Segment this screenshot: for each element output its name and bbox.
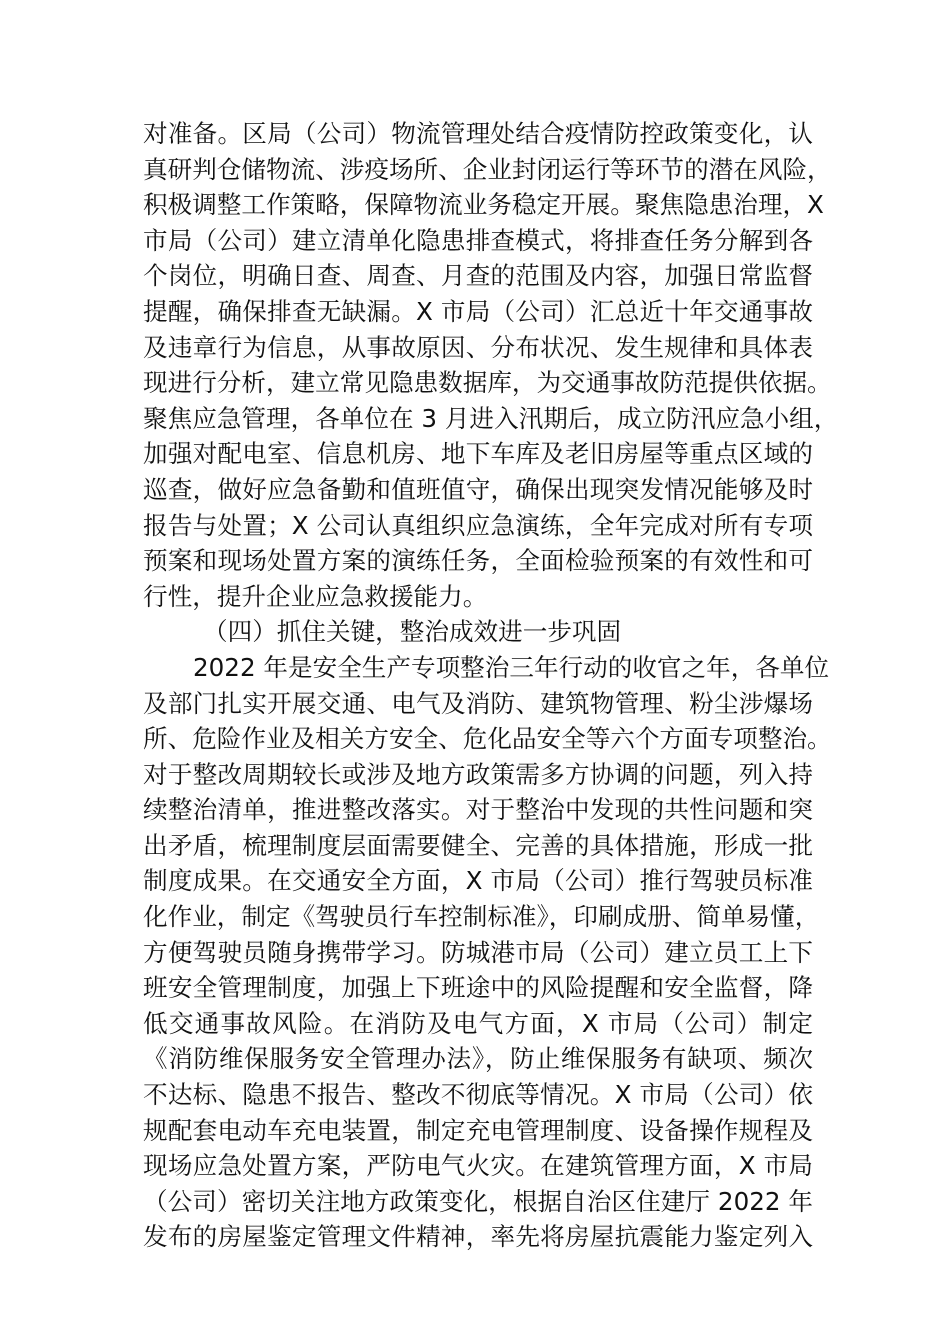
text-line: 巡查，做好应急备勤和值班值守，确保出现突发情况能够及时 <box>143 474 813 504</box>
text-line: 班安全管理制度，加强上下班途中的风险提醒和安全监督，降 <box>143 973 813 1003</box>
paragraph-continuation <box>143 116 839 614</box>
text-line: 所、危险作业及相关方安全、危化品安全等六个方面专项整治。 <box>143 724 832 754</box>
text-line: 对准备。区局（公司）物流管理处结合疫情防控政策变化，认 <box>143 119 813 148</box>
text-line: 《消防维保服务安全管理办法》，防止维保服务有缺项、频次 <box>143 1044 813 1074</box>
text-line: 现场应急处置方案，严防电气火灾。在建筑管理方面，X 市局 <box>143 1151 813 1181</box>
text-line: 市局（公司）建立清单化隐患排查模式，将排查任务分解到各 <box>143 225 813 255</box>
text-line: 及违章行为信息，从事故原因、分布状况、发生规律和具体表 <box>143 332 813 362</box>
text-line: 发布的房屋鉴定管理文件精神，率先将房屋抗震能力鉴定列入 <box>143 1222 813 1252</box>
paragraph-section-four <box>143 650 832 1255</box>
text-line: 个岗位，明确日查、周查、月查的范围及内容，加强日常监督 <box>143 261 813 291</box>
text-line: 方便驾驶员随身携带学习。防城港市局（公司）建立员工上下 <box>143 937 813 967</box>
text-line: 续整治清单，推进整改落实。对于整治中发现的共性问题和突 <box>143 795 813 825</box>
text-line: 真研判仓储物流、涉疫场所、企业封闭运行等环节的潜在风险， <box>143 154 832 184</box>
text-line: 对于整改周期较长或涉及地方政策需多方协调的问题，列入持 <box>143 759 813 789</box>
text-line: 低交通事故风险。在消防及电气方面，X 市局（公司）制定 <box>143 1008 813 1038</box>
text-line: 不达标、隐患不报告、整改不彻底等情况。X 市局（公司）依 <box>143 1080 813 1110</box>
text-line: （公司）密切关注地方政策变化，根据自治区住建厅 2022 年 <box>143 1186 813 1216</box>
text-line: 现进行分析，建立常见隐患数据库，为交通事故防范提供依据。 <box>143 368 832 398</box>
text-line: 化作业，制定《驾驶员行车控制标准》，印刷成册、简单易懂， <box>143 902 820 932</box>
text-line: 行性，提升企业应急救援能力。 <box>143 581 488 611</box>
text-line: 2022 年是安全生产专项整治三年行动的收官之年，各单位 <box>193 652 830 682</box>
text-line: 及部门扎实开展交通、电气及消防、建筑物管理、粉尘涉爆场 <box>143 688 813 718</box>
text-line: 规配套电动车充电装置，制定充电管理制度、设备操作规程及 <box>143 1115 813 1145</box>
text-line: 聚焦应急管理，各单位在 3 月进入汛期后，成立防汛应急小组， <box>143 403 839 433</box>
section-heading: （四）抓住关键，整治成效进一步巩固 <box>203 617 622 647</box>
text-line: 制度成果。在交通安全方面，X 市局（公司）推行驾驶员标准 <box>143 866 813 896</box>
document-page <box>143 116 839 1255</box>
text-line: 出矛盾，梳理制度层面需要健全、完善的具体措施，形成一批 <box>143 830 813 860</box>
text-line: 预案和现场处置方案的演练任务，全面检验预案的有效性和可 <box>143 546 813 576</box>
text-line: 报告与处置；X 公司认真组织应急演练，全年完成对所有专项 <box>143 510 813 540</box>
text-line: 提醒，确保排查无缺漏。X 市局（公司）汇总近十年交通事故 <box>143 296 813 326</box>
text-line: 加强对配电室、信息机房、地下车库及老旧房屋等重点区域的 <box>143 439 813 469</box>
text-line: 积极调整工作策略，保障物流业务稳定开展。聚焦隐患治理，X <box>143 190 824 220</box>
